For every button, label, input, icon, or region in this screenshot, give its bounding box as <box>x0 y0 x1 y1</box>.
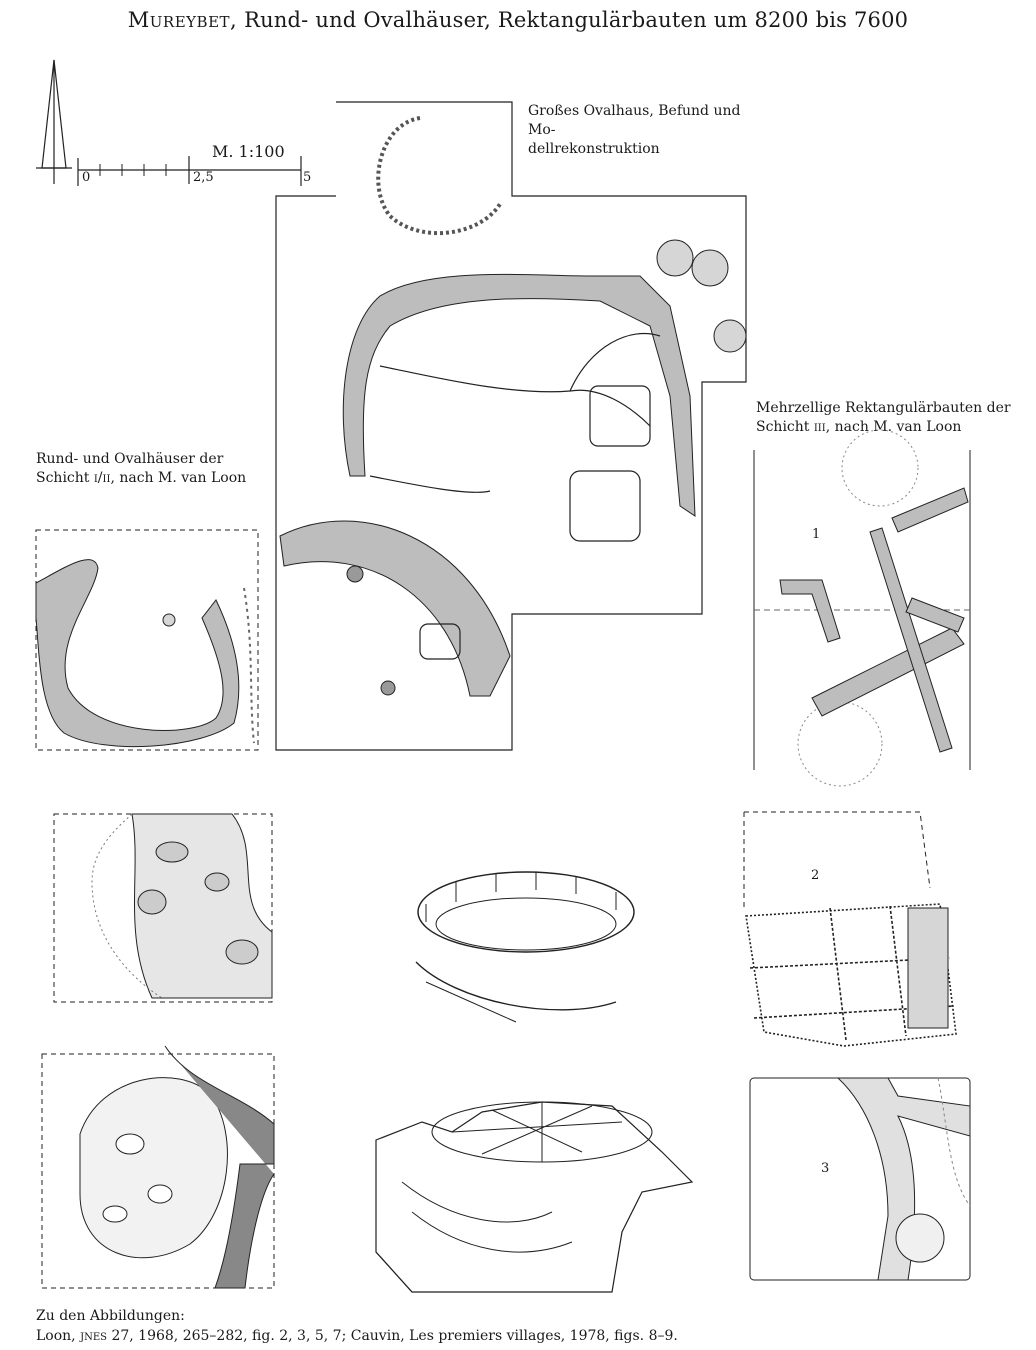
figure-number-3: 3 <box>821 1161 830 1176</box>
caption-rect-layer: iii <box>813 419 826 435</box>
scale-label: M. 1:100 <box>212 142 285 161</box>
caption-round-houses <box>36 450 266 488</box>
cell-plan-3 <box>748 1076 974 1284</box>
scale-tick-0: 0 <box>82 170 91 185</box>
ref-post: 27, 1968, 265–282, fig. 2, 3, 5, 7; Cauvin, Les premiers villages, 1978, figs. 8–9. <box>107 1328 678 1344</box>
cell-plan-2 <box>740 808 966 1054</box>
caption-round-line2 <box>36 469 266 488</box>
title-site: Mureybet, <box>127 8 238 32</box>
scale-tick-2-5: 2,5 <box>193 170 214 185</box>
figure-number-1: 1 <box>812 527 821 542</box>
caption-round-layer: i/ii <box>93 470 111 486</box>
oval-house-plan <box>270 96 760 756</box>
model-reconstruction-lower <box>372 1092 700 1304</box>
caption-oval-line2: dellrekonstruktion <box>528 141 660 157</box>
caption-rect-buildings <box>756 399 1026 437</box>
references-heading: Zu den Abbildungen: <box>36 1308 185 1324</box>
title-rest: Rund- und Ovalhäuser, Rektangulärbauten um 8200 bis 7600 <box>237 8 909 32</box>
caption-round-pre: Schicht <box>36 470 94 486</box>
ref-pre: Loon, <box>36 1328 81 1344</box>
caption-rect-post: , nach M. van Loon <box>825 419 962 435</box>
detail-stones-upper <box>52 812 276 1006</box>
north-arrow <box>34 58 74 188</box>
caption-rect-line1: Mehrzellige Rektangulärbauten der <box>756 400 1011 416</box>
ref-journal: jnes <box>80 1328 107 1344</box>
rect-buildings-plan <box>752 448 974 774</box>
caption-round-line1: Rund- und Ovalhäuser der <box>36 451 224 467</box>
page-title <box>0 8 1036 32</box>
detail-stones-lower <box>40 1044 278 1292</box>
model-reconstruction-upper <box>396 852 638 1032</box>
round-houses-plan <box>34 528 264 754</box>
caption-rect-line2 <box>756 418 1026 437</box>
caption-rect-pre: Schicht <box>756 419 814 435</box>
references-text <box>36 1326 678 1346</box>
scale-tick-5: 5 <box>303 170 312 185</box>
caption-oval-line1: Großes Ovalhaus, Befund und Mo- <box>528 103 741 138</box>
figure-number-2: 2 <box>811 868 820 883</box>
caption-round-post: , nach M. van Loon <box>110 470 247 486</box>
references <box>36 1306 678 1346</box>
